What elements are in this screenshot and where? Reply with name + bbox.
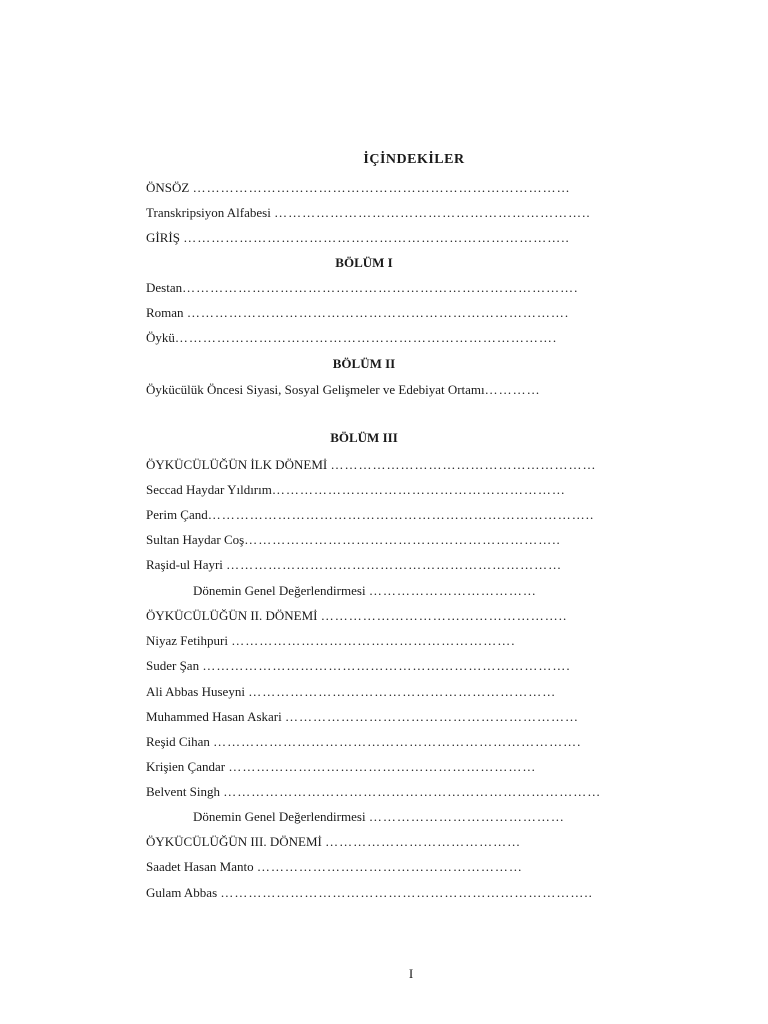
toc-entry-leader: ……………………………………………………. (231, 633, 516, 648)
toc-entry-resid-cihan (146, 734, 581, 750)
toc-entry-label: Roman (146, 305, 187, 320)
toc-entry-label: Destan (146, 280, 183, 295)
toc-entry-leader: ……………………………… (368, 583, 537, 598)
toc-entry-label: ÖYKÜCÜLÜĞÜN İLK DÖNEMİ (146, 457, 331, 472)
toc-entry-label: Suder Şan (146, 658, 203, 673)
toc-entry-giris (146, 230, 570, 246)
toc-entry-oyku (146, 330, 557, 346)
toc-entry-label: ÖYKÜCÜLÜĞÜN II. DÖNEMİ (146, 608, 321, 623)
section-heading-bolum-2: BÖLÜM II (332, 356, 396, 371)
toc-entry-ii-donem (146, 608, 567, 624)
toc-entry-oykuculuk-oncesi (146, 382, 541, 398)
toc-entry-label: Belvent Singh (146, 784, 224, 799)
toc-entry-leader: ………………………………………………………………………. (174, 330, 558, 345)
toc-entry-label: Transkripsiyon Alfabesi (146, 205, 275, 220)
toc-entry-leader: ……………………………………………………………………….. (183, 230, 570, 245)
toc-entry-belvent-singh (146, 784, 601, 800)
toc-entry-label: Dönemin Genel Değerlendirmesi (193, 809, 369, 824)
toc-entry-leader: ……………………………………………………………………. (213, 734, 582, 749)
toc-entry-iii-donem (146, 834, 521, 850)
toc-entry-label: Krişien Çandar (146, 759, 229, 774)
toc-entry-rasid-ul-hayri (146, 557, 562, 573)
toc-entry-seccad-haydar (146, 482, 566, 498)
toc-entry-muhammed-hasan (146, 709, 579, 725)
toc-entry-donem-degerlendirme-2 (193, 809, 565, 825)
toc-entry-leader: ……………………………………………………………………. (202, 658, 571, 673)
toc-entry-suder-san (146, 658, 571, 674)
toc-entry-leader: ………………………………………………………….. (274, 205, 591, 220)
toc-entry-leader: …………………………………………………………………………. (182, 280, 579, 295)
toc-entry-label: ÖYKÜCÜLÜĞÜN III. DÖNEMİ (146, 834, 326, 849)
toc-entry-gulam-abbas (146, 885, 593, 901)
toc-entry-donem-degerlendirme-1 (193, 583, 537, 599)
toc-entry-krisien-candar (146, 759, 536, 775)
toc-entry-label: Muhammed Hasan Askari (146, 709, 286, 724)
toc-entry-saadet-hasan-manto (146, 859, 523, 875)
toc-entry-destan (146, 280, 578, 296)
toc-entry-leader: ……………………………………………………………………….. (207, 507, 595, 522)
toc-entry-label: Raşid-ul Hayri (146, 557, 227, 572)
section-heading-bolum-1: BÖLÜM I (335, 255, 393, 270)
toc-title: İÇİNDEKİLER (363, 152, 465, 167)
section-heading-bolum-3: BÖLÜM III (330, 430, 398, 445)
toc-entry-leader: ……………………………………………………………… (226, 557, 563, 572)
toc-entry-label: Perim Çand (146, 507, 208, 522)
toc-entry-leader: …………………………………………….. (320, 608, 568, 623)
toc-entry-label: Öykü (146, 330, 175, 345)
toc-entry-label: Gulam Abbas (146, 885, 221, 900)
toc-entry-leader: ……………………………………………………… (271, 482, 566, 497)
toc-entry-label: Dönemin Genel Değerlendirmesi (193, 583, 369, 598)
toc-entry-leader: ……………………………………………………………………… (192, 180, 571, 195)
toc-entry-leader: ………………………………………………………………………. (186, 305, 570, 320)
toc-entry-leader: ………………………………………………… (330, 457, 597, 472)
toc-entry-leader: ……………………………………………………… (285, 709, 580, 724)
toc-entry-roman (146, 305, 569, 321)
toc-entry-label: Sultan Haydar Coş (146, 532, 245, 547)
toc-entry-transkripsiyon (146, 205, 591, 221)
toc-entry-ali-abbas (146, 684, 556, 700)
toc-entry-label: GİRİŞ (146, 230, 184, 245)
toc-entry-onsoz (146, 180, 571, 196)
toc-entry-label: ÖNSÖZ (146, 180, 193, 195)
toc-entry-leader: ………………………………………………………….. (244, 532, 561, 547)
toc-entry-leader: …………………………………… (368, 809, 565, 824)
toc-entry-label: Ali Abbas Huseyni (146, 684, 249, 699)
toc-entry-leader: …………………………………………………………………….. (220, 885, 593, 900)
toc-entry-ilk-donem (146, 457, 597, 473)
toc-entry-leader: ………………………………………………………… (248, 684, 557, 699)
page-number: I (408, 966, 414, 981)
toc-entry-leader: ……………………………………………………………………… (223, 784, 602, 799)
toc-entry-label: Niyaz Fetihpuri (146, 633, 232, 648)
toc-entry-label: Saadet Hasan Manto (146, 859, 257, 874)
toc-entry-niyaz-fetihpuri (146, 633, 515, 649)
toc-entry-leader: ………………………………………………… (256, 859, 523, 874)
toc-entry-perim-cand (146, 507, 594, 523)
toc-entry-label: Seccad Haydar Yıldırım (146, 482, 272, 497)
toc-entry-leader: ………………………………………………………… (228, 759, 537, 774)
toc-entry-sultan-haydar (146, 532, 561, 548)
toc-entry-label: Reşid Cihan (146, 734, 214, 749)
toc-entry-leader: ………… (484, 382, 541, 397)
toc-entry-leader: …………………………………… (325, 834, 522, 849)
toc-entry-label: Öykücülük Öncesi Siyasi, Sosyal Gelişmeler ve Edebiyat Ortamı (146, 382, 485, 397)
